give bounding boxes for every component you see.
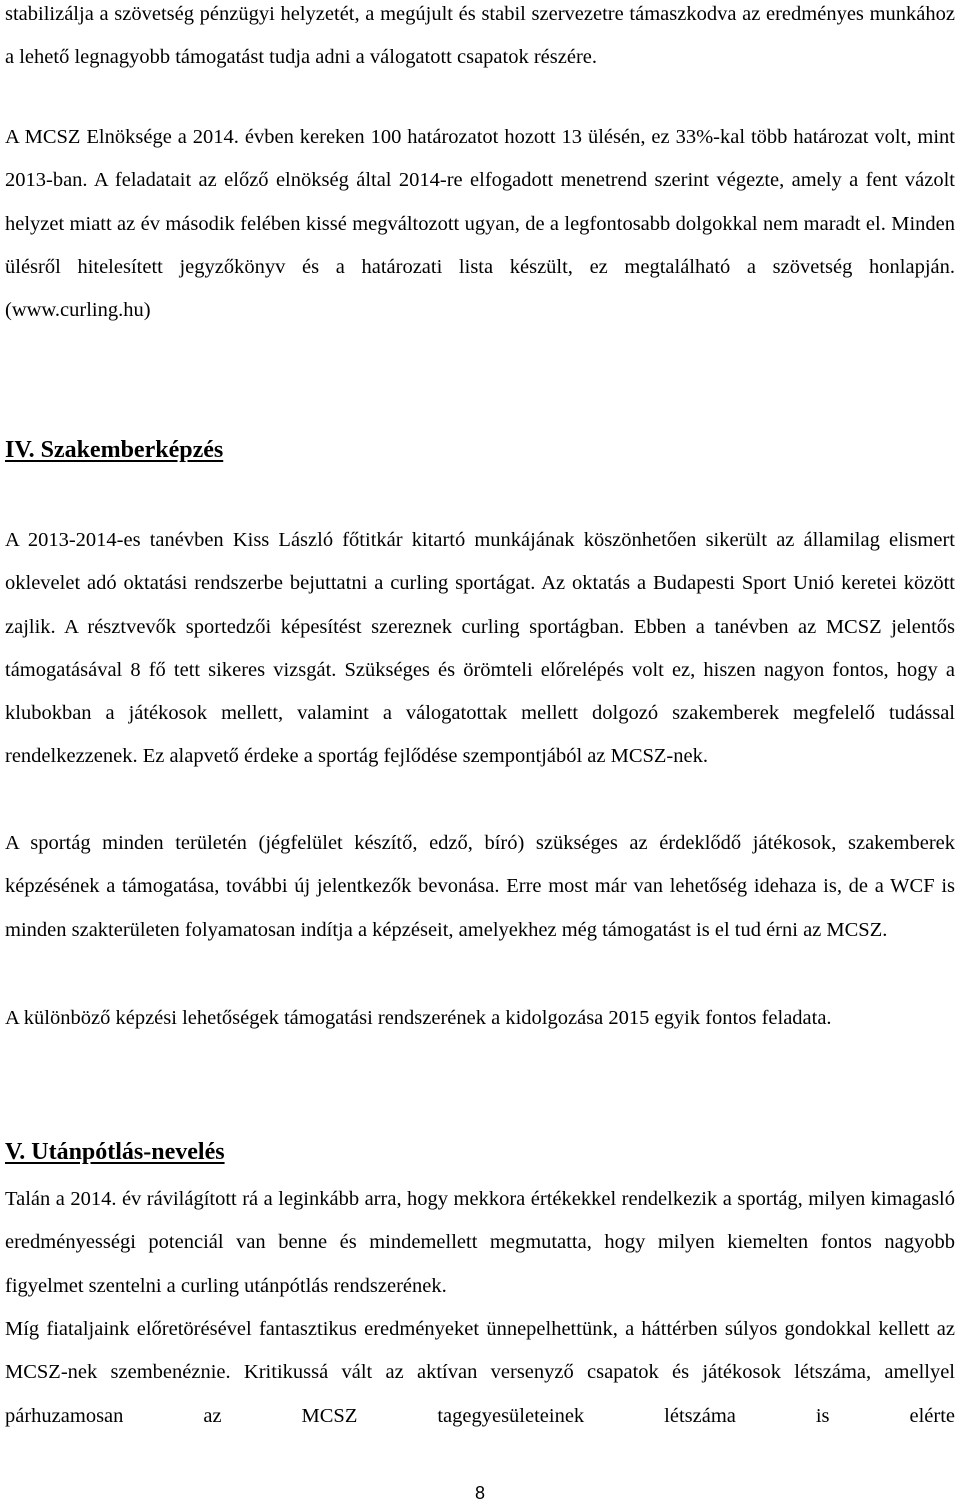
page-number: 8 [474,1483,485,1503]
paragraph-youth-values: Talán a 2014. év rávilágított rá a leginkább arra, hogy mekkora értékekkel rendelkezik a sportág, milyen kimagasló eredményességi potenciál van benne és mindemellett megmutatta, hogy milyen kiemelten fontos nagyobb figyelmet szentelni a curling utánpótlás rendszerének. [5,1188,955,1297]
section-heading-training: IV. Szakemberképzés [5,437,224,463]
paragraph-training-program: A 2013-2014-es tanévben Kiss László főtitkár kitartó munkájának köszönhetően sikerült az államilag elismert oklevelet adó oktatási rendszerbe bejuttatni a curling sportágat. Az oktatás a Budapesti Sport Unió keretei között zajlik. A résztvevők sportedzői képesítést szereznek curling sportágban. Ebben a tanévben az MCSZ jelentős támogatásával 8 fő tett sikeres vizsgát. Szükséges és örömteli előrelépés volt ez, hiszen nagyon fontos, hogy a klubokban a játékosok mellett, valamint a válogatottak mellett dolgozó szakemberek megfelelő tudással rendelkezzenek. Ez alapvető érdeke a sportág fejlődése szempontjából az MCSZ-nek. [5,529,955,768]
paragraph-youth-problems: Míg fiataljaink előretörésével fantasztikus eredményeket ünnepelhettünk, a háttérben súlyos gondokkal kellett az MCSZ-nek szembenéznie. Kritikussá vált az aktívan versenyző csapatok és játékosok létszáma, amellyel párhuzamosan az MCSZ tagegyesületeinek létszáma is elérte [5,1318,955,1427]
paragraph-continuation: stabilizálja a szövetség pénzügyi helyzetét, a megújult és stabil szervezetre támaszkodva az eredményes munkához a lehető legnagyobb támogatást tudja adni a válogatott csapatok részére. [5,3,955,69]
paragraph-training-support: A sportág minden területén (jégfelület készítő, edző, bíró) szükséges az érdeklődő játékosok, szakemberek képzésének a támogatása, további új jelentkezők bevonása. Erre most már van lehetőség idehaza is, de a WCF is minden szakterületen folyamatosan indítja a képzéseit, amelyekhez még támogatást is el tud érni az MCSZ. [5,832,955,941]
paragraph-training-tasks: A különböző képzési lehetőségek támogatási rendszerének a kidolgozása 2015 egyik fontos feladata. [5,1007,832,1029]
paragraph-presidency-resolutions: A MCSZ Elnöksége a 2014. évben kereken 100 határozatot hozott 13 ülésén, ez 33%-kal több határozat volt, mint 2013-ban. A feladatait az előző elnökség által 2014-re elfogadott menetrend szerint végezte, amely a fent vázolt helyzet miatt az év második felében kissé megváltozott ugyan, de a legfontosabb dolgokkal nem maradt el. Minden ülésről hitelesített jegyzőkönyv és a határozati lista készült, ez megtalálható a szövetség honlapján. (www.curling.hu) [5,126,955,322]
section-heading-youth: V. Utánpótlás-nevelés [5,1139,225,1165]
